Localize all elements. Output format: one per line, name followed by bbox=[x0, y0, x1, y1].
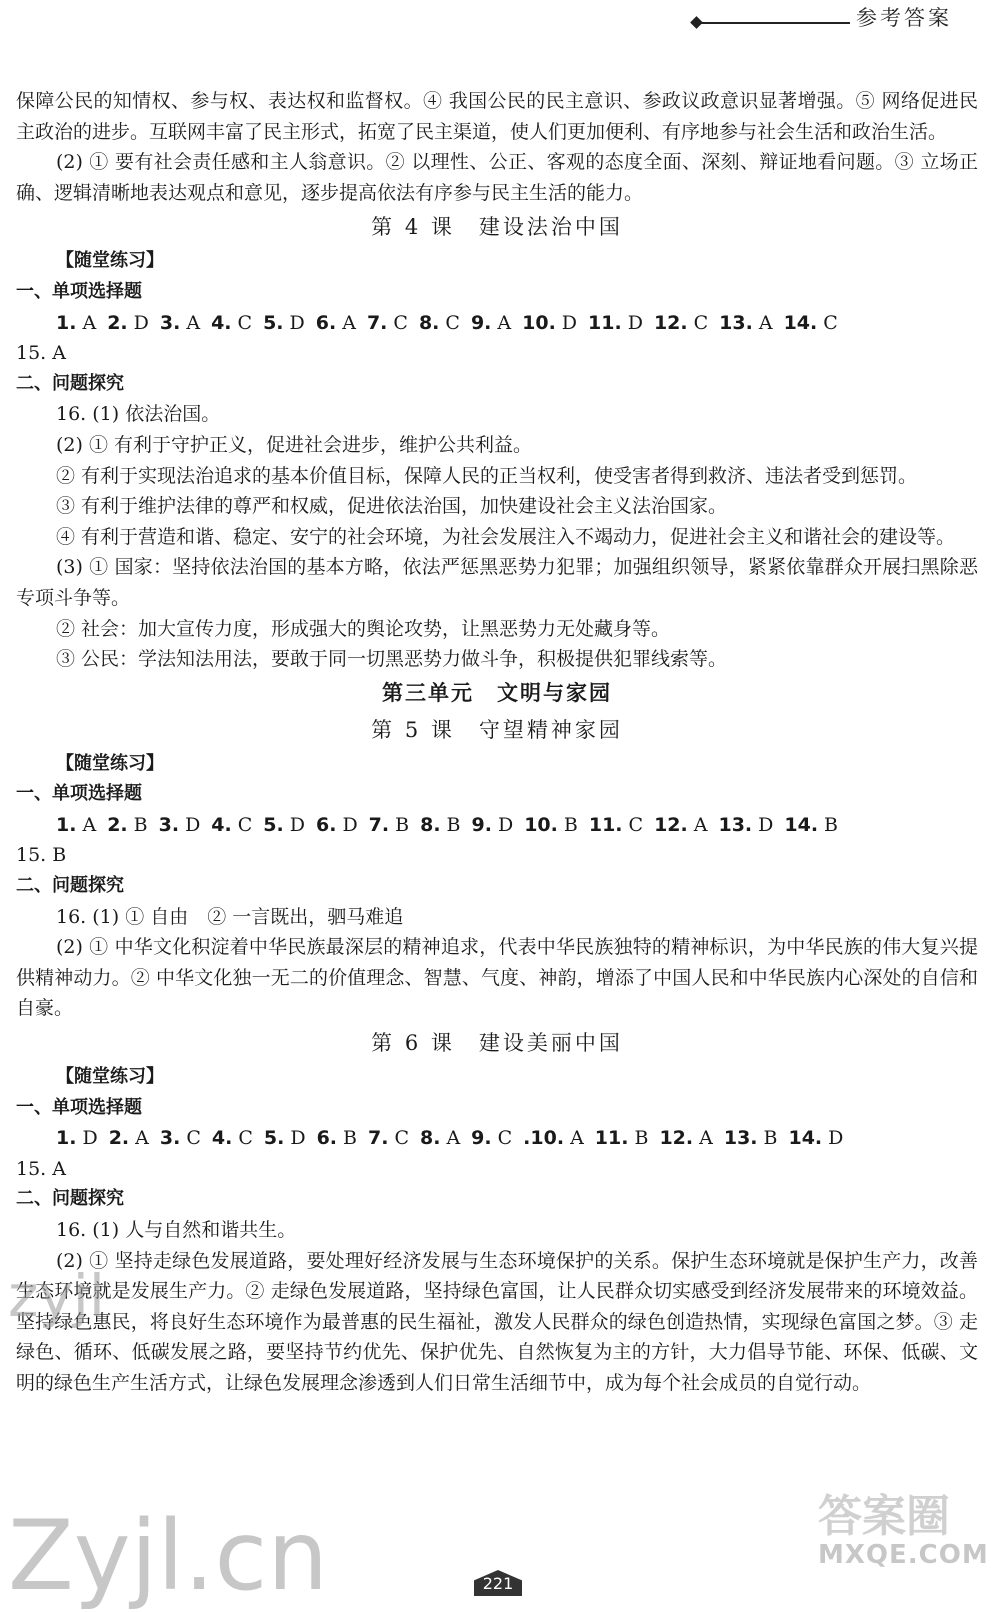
answer-number: 14. bbox=[783, 311, 818, 334]
answer-item bbox=[211, 312, 252, 334]
answer-item bbox=[788, 1127, 843, 1149]
answer-item bbox=[654, 312, 708, 334]
answer-letter: A bbox=[497, 311, 512, 334]
answer-number: 14. bbox=[788, 1127, 823, 1150]
answer-letter: D bbox=[561, 311, 578, 334]
header-rule bbox=[700, 22, 850, 24]
answer-letter: B bbox=[634, 1127, 649, 1150]
answer-letter: B bbox=[343, 1127, 357, 1150]
answer-letter: D bbox=[342, 813, 358, 836]
answer-item bbox=[159, 814, 201, 836]
answer-item bbox=[264, 1127, 306, 1149]
lesson-5-choice-heading: 一、单项选择题 bbox=[16, 783, 142, 805]
answer-number: 10. bbox=[522, 311, 556, 334]
answer-letter: B bbox=[446, 813, 461, 836]
page-number-badge bbox=[474, 1570, 522, 1596]
answer-number: 9. bbox=[471, 813, 492, 836]
answer-letter: D bbox=[185, 813, 201, 836]
answer-letter: C bbox=[238, 1127, 253, 1150]
answer-letter: C bbox=[393, 311, 408, 334]
lesson-6-inquiry-heading: 二、问题探究 bbox=[16, 1188, 124, 1210]
lesson-4-answer-row bbox=[56, 308, 978, 339]
answer-letter: A bbox=[82, 311, 97, 334]
answer-letter: D bbox=[828, 1127, 844, 1150]
answer-item bbox=[784, 312, 838, 334]
answer-number: 3. bbox=[158, 813, 180, 836]
lesson-5-answer-15: 15. B bbox=[16, 844, 67, 867]
lesson-4-title: 第 4 课 建设法治中国 bbox=[371, 215, 623, 240]
answer-letter: D bbox=[82, 1127, 98, 1150]
answer-letter: C bbox=[237, 311, 253, 334]
answer-item bbox=[420, 1127, 460, 1149]
answer-page bbox=[16, 86, 978, 1399]
answer-number: 5. bbox=[263, 311, 284, 334]
answer-number: 3. bbox=[159, 1127, 181, 1150]
answer-number: 12. bbox=[653, 311, 688, 334]
answer-item bbox=[724, 1127, 778, 1149]
lesson-6-q16-1: 16. (1) 人与自然和谐共生。 bbox=[56, 1219, 297, 1241]
answer-item bbox=[420, 814, 460, 836]
answer-letter: B bbox=[133, 813, 148, 836]
answer-number: 4. bbox=[211, 1127, 233, 1150]
answer-item bbox=[316, 312, 356, 334]
answer-number: 9. bbox=[471, 1127, 492, 1150]
lesson-4-q16-2a: (2) ① 有利于守护正义，促进社会进步，维护公共利益。 bbox=[56, 433, 532, 456]
answer-number: 2. bbox=[108, 1127, 130, 1150]
lesson-4-q16-2b: ② 有利于实现法治追求的基本价值目标，保障人民的正当权利，使受害者得到救济、违法者受到惩罚。 bbox=[56, 464, 918, 487]
lesson-4-q16-3c: ③ 公民：学法知法用法，要敢于同一切黑恶势力做斗争，积极提供犯罪线索等。 bbox=[56, 648, 728, 671]
answer-item bbox=[316, 814, 358, 836]
intro-paragraph-1: 保障公民的知情权、参与权、表达权和监督权。④ 我国公民的民主意识、参政议政意识显著增强。⑤ 网络促进民主政治的进步。互联网丰富了民主形式，拓宽了民主渠道，使人们更加便利、有序地参与社会生活和政治生活。 bbox=[16, 90, 978, 143]
answer-item bbox=[524, 814, 578, 836]
answer-letter: D bbox=[133, 311, 149, 334]
answer-number: 11. bbox=[588, 311, 622, 334]
answer-letter: A bbox=[699, 1127, 713, 1150]
answer-letter: D bbox=[758, 813, 774, 836]
answer-letter: A bbox=[693, 813, 708, 836]
lesson-5-inquiry-heading: 二、问题探究 bbox=[16, 875, 124, 897]
answer-item bbox=[317, 1127, 357, 1149]
answer-number: 9. bbox=[470, 311, 492, 334]
answer-number: 6. bbox=[316, 1127, 338, 1150]
lesson-6-choice-heading: 一、单项选择题 bbox=[16, 1096, 142, 1118]
answer-number: 5. bbox=[263, 1127, 285, 1150]
answer-number: 6. bbox=[315, 813, 337, 836]
lesson-5-q16-2: (2) ① 中华文化积淀着中华民族最深层的精神追求，代表中华民族独特的精神标识，为中华民族的伟大复兴提供精神动力。② 中华文化独一无二的价值理念、智慧、气度、神韵，增添了中国人民和中华民族内心深处的自信和自豪。 bbox=[16, 936, 978, 1020]
answer-number: 14. bbox=[784, 813, 819, 836]
answer-item bbox=[56, 1127, 98, 1149]
answer-number: 2. bbox=[107, 311, 128, 334]
answer-number: 4. bbox=[211, 311, 232, 334]
answer-item bbox=[419, 312, 460, 334]
lesson-4-practice-heading: 【随堂练习】 bbox=[56, 250, 164, 272]
answer-item bbox=[107, 312, 149, 334]
answer-number: 10. bbox=[524, 813, 558, 836]
answer-letter: D bbox=[290, 1127, 306, 1150]
answer-item bbox=[654, 814, 707, 836]
answer-letter: A bbox=[446, 1127, 461, 1150]
answer-letter: D bbox=[289, 311, 305, 334]
answer-number: 5. bbox=[263, 813, 284, 836]
lesson-5-practice-heading: 【随堂练习】 bbox=[56, 752, 164, 774]
watermark-zyjl-cn: Zyjl.cn bbox=[8, 1500, 329, 1612]
answer-item bbox=[369, 814, 409, 836]
answer-number: 11. bbox=[594, 1127, 629, 1150]
lesson-4-inquiry-heading: 二、问题探究 bbox=[16, 372, 124, 394]
lesson-4-q16-2d: ④ 有利于营造和谐、稳定、安宁的社会环境，为社会发展注入不竭动力，促进社会主义和谐社会的建设等。 bbox=[56, 525, 956, 548]
answer-item bbox=[368, 1127, 409, 1149]
answer-letter: D bbox=[497, 813, 514, 836]
answer-number: 4. bbox=[211, 813, 232, 836]
answer-number: 8. bbox=[420, 813, 441, 836]
answer-letter: A bbox=[342, 311, 356, 334]
lesson-5-q16-1: 16. (1) ① 自由 ② 一言既出，驷马难追 bbox=[56, 905, 404, 928]
answer-letter: C bbox=[394, 1127, 409, 1150]
answer-number: 7. bbox=[368, 813, 390, 836]
answer-item bbox=[367, 312, 408, 334]
answer-number: 11. bbox=[588, 813, 623, 836]
answer-item bbox=[472, 814, 514, 836]
answer-number: 1. bbox=[56, 311, 77, 334]
lesson-5-answer-row bbox=[56, 810, 978, 841]
page-number: 221 bbox=[482, 1574, 514, 1593]
answer-number: 13. bbox=[718, 813, 753, 836]
answer-letter: B bbox=[563, 813, 578, 836]
answer-item bbox=[588, 312, 643, 334]
watermark-mxqe bbox=[818, 1480, 989, 1590]
lesson-6-answer-row bbox=[56, 1123, 978, 1154]
answer-item bbox=[589, 814, 643, 836]
answer-item bbox=[263, 814, 305, 836]
answer-item bbox=[263, 312, 305, 334]
answer-letter: A bbox=[758, 311, 773, 334]
answer-letter: C bbox=[628, 813, 644, 836]
answer-number: 12. bbox=[659, 1127, 694, 1150]
answer-item bbox=[160, 312, 200, 334]
answer-number: 8. bbox=[418, 311, 440, 334]
answer-letter: C bbox=[237, 813, 253, 836]
answer-number: 7. bbox=[366, 311, 388, 334]
lesson-6-practice-heading: 【随堂练习】 bbox=[56, 1066, 164, 1088]
answer-item bbox=[160, 1127, 201, 1149]
answer-letter: C bbox=[445, 311, 460, 334]
lesson-4-choice-heading: 一、单项选择题 bbox=[16, 280, 142, 302]
page-header bbox=[0, 0, 996, 40]
answer-item bbox=[719, 312, 772, 334]
lesson-6-q16-2: (2) ① 坚持走绿色发展道路，要处理好经济发展与生态环境保护的关系。保护生态环境就是保护生产力，改善生态环境就是发展生产力。② 走绿色发展道路，坚持绿色富国，让人民群众切实感受到经济发展带来的环境效益。坚持绿色惠民，将良好生态环境作为最普惠的民生福祉，激发人民群众的绿色创造热情，实现绿色富国之梦。③ 走绿色、循环、低碳发展之路，要坚持节约优先、保护优先、自然恢复为主的方针，大力倡导节能、环保、低碳、文明的绿色生产生活方式，让绿色发展理念渗透到人们日常生活细节中，成为每个社会成员的自觉行动。 bbox=[16, 1249, 978, 1394]
answer-item bbox=[107, 814, 147, 836]
answer-item bbox=[784, 814, 838, 836]
answer-item bbox=[595, 1127, 649, 1149]
lesson-4-q16-1: 16. (1) 依法治国。 bbox=[56, 403, 221, 426]
answer-item bbox=[56, 312, 96, 334]
answer-letter: C bbox=[497, 1127, 513, 1150]
unit-3-title: 第三单元 文明与家园 bbox=[382, 680, 612, 705]
lesson-4-q16-3b: ② 社会：加大宣传力度，形成强大的舆论攻势，让黑恶势力无处藏身等。 bbox=[56, 617, 671, 640]
lesson-4-q16-3a: (3) ① 国家：坚持依法治国的基本方略，依法严惩黑恶势力犯罪；加强组织领导，紧紧依靠群众开展扫黑除恶专项斗争等。 bbox=[16, 556, 978, 609]
answer-item bbox=[523, 1127, 584, 1149]
lesson-4-q16-2c: ③ 有利于维护法律的尊严和权威，促进依法治国，加快建设社会主义法治国家。 bbox=[56, 495, 728, 518]
answer-item bbox=[522, 312, 577, 334]
answer-letter: B bbox=[824, 813, 839, 836]
answer-number: 8. bbox=[419, 1127, 441, 1150]
answer-item bbox=[56, 814, 96, 836]
answer-letter: B bbox=[763, 1127, 778, 1150]
answer-letter: A bbox=[570, 1127, 584, 1150]
answer-item bbox=[471, 1127, 512, 1149]
lesson-4-answer-15: 15. A bbox=[16, 342, 66, 365]
answer-letter: B bbox=[395, 813, 410, 836]
answer-number: 6. bbox=[315, 311, 337, 334]
answer-number: 7. bbox=[367, 1127, 389, 1150]
answer-number: 13. bbox=[719, 311, 753, 334]
answer-letter: D bbox=[289, 813, 305, 836]
answer-letter: A bbox=[135, 1127, 149, 1150]
answer-letter: A bbox=[186, 311, 201, 334]
lesson-6-title: 第 6 课 建设美丽中国 bbox=[371, 1031, 623, 1056]
answer-item bbox=[718, 814, 773, 836]
answer-item bbox=[212, 1127, 253, 1149]
header-title: 参考答案 bbox=[856, 6, 952, 30]
answer-item bbox=[471, 312, 511, 334]
watermark-logo: 答案圈 bbox=[818, 1491, 950, 1542]
lesson-6-answer-15: 15. A bbox=[16, 1157, 66, 1180]
answer-letter: C bbox=[823, 311, 838, 334]
answer-number: 1. bbox=[56, 1127, 77, 1150]
lesson-5-title: 第 5 课 守望精神家园 bbox=[371, 717, 623, 742]
answer-letter: C bbox=[186, 1127, 201, 1150]
answer-number: 13. bbox=[723, 1127, 758, 1150]
intro-paragraph-2: (2) ① 要有社会责任感和主人翁意识。② 以理性、公正、客观的态度全面、深刻、辩证地看问题。③ 立场正确、逻辑清晰地表达观点和意见，逐步提高依法有序参与民主生活的能力。 bbox=[16, 151, 978, 204]
watermark-url: MXQE.COM bbox=[818, 1540, 989, 1570]
answer-item bbox=[109, 1127, 149, 1149]
answer-number: 1. bbox=[56, 813, 77, 836]
answer-letter: D bbox=[627, 311, 643, 334]
answer-number: .10. bbox=[523, 1127, 565, 1150]
answer-number: 12. bbox=[654, 813, 688, 836]
answer-number: 3. bbox=[159, 311, 181, 334]
answer-letter: A bbox=[82, 813, 97, 836]
answer-item bbox=[211, 814, 252, 836]
answer-number: 2. bbox=[107, 813, 128, 836]
answer-item bbox=[659, 1127, 712, 1149]
watermark-zyjl: zyjl bbox=[8, 1262, 105, 1330]
answer-letter: C bbox=[693, 311, 709, 334]
